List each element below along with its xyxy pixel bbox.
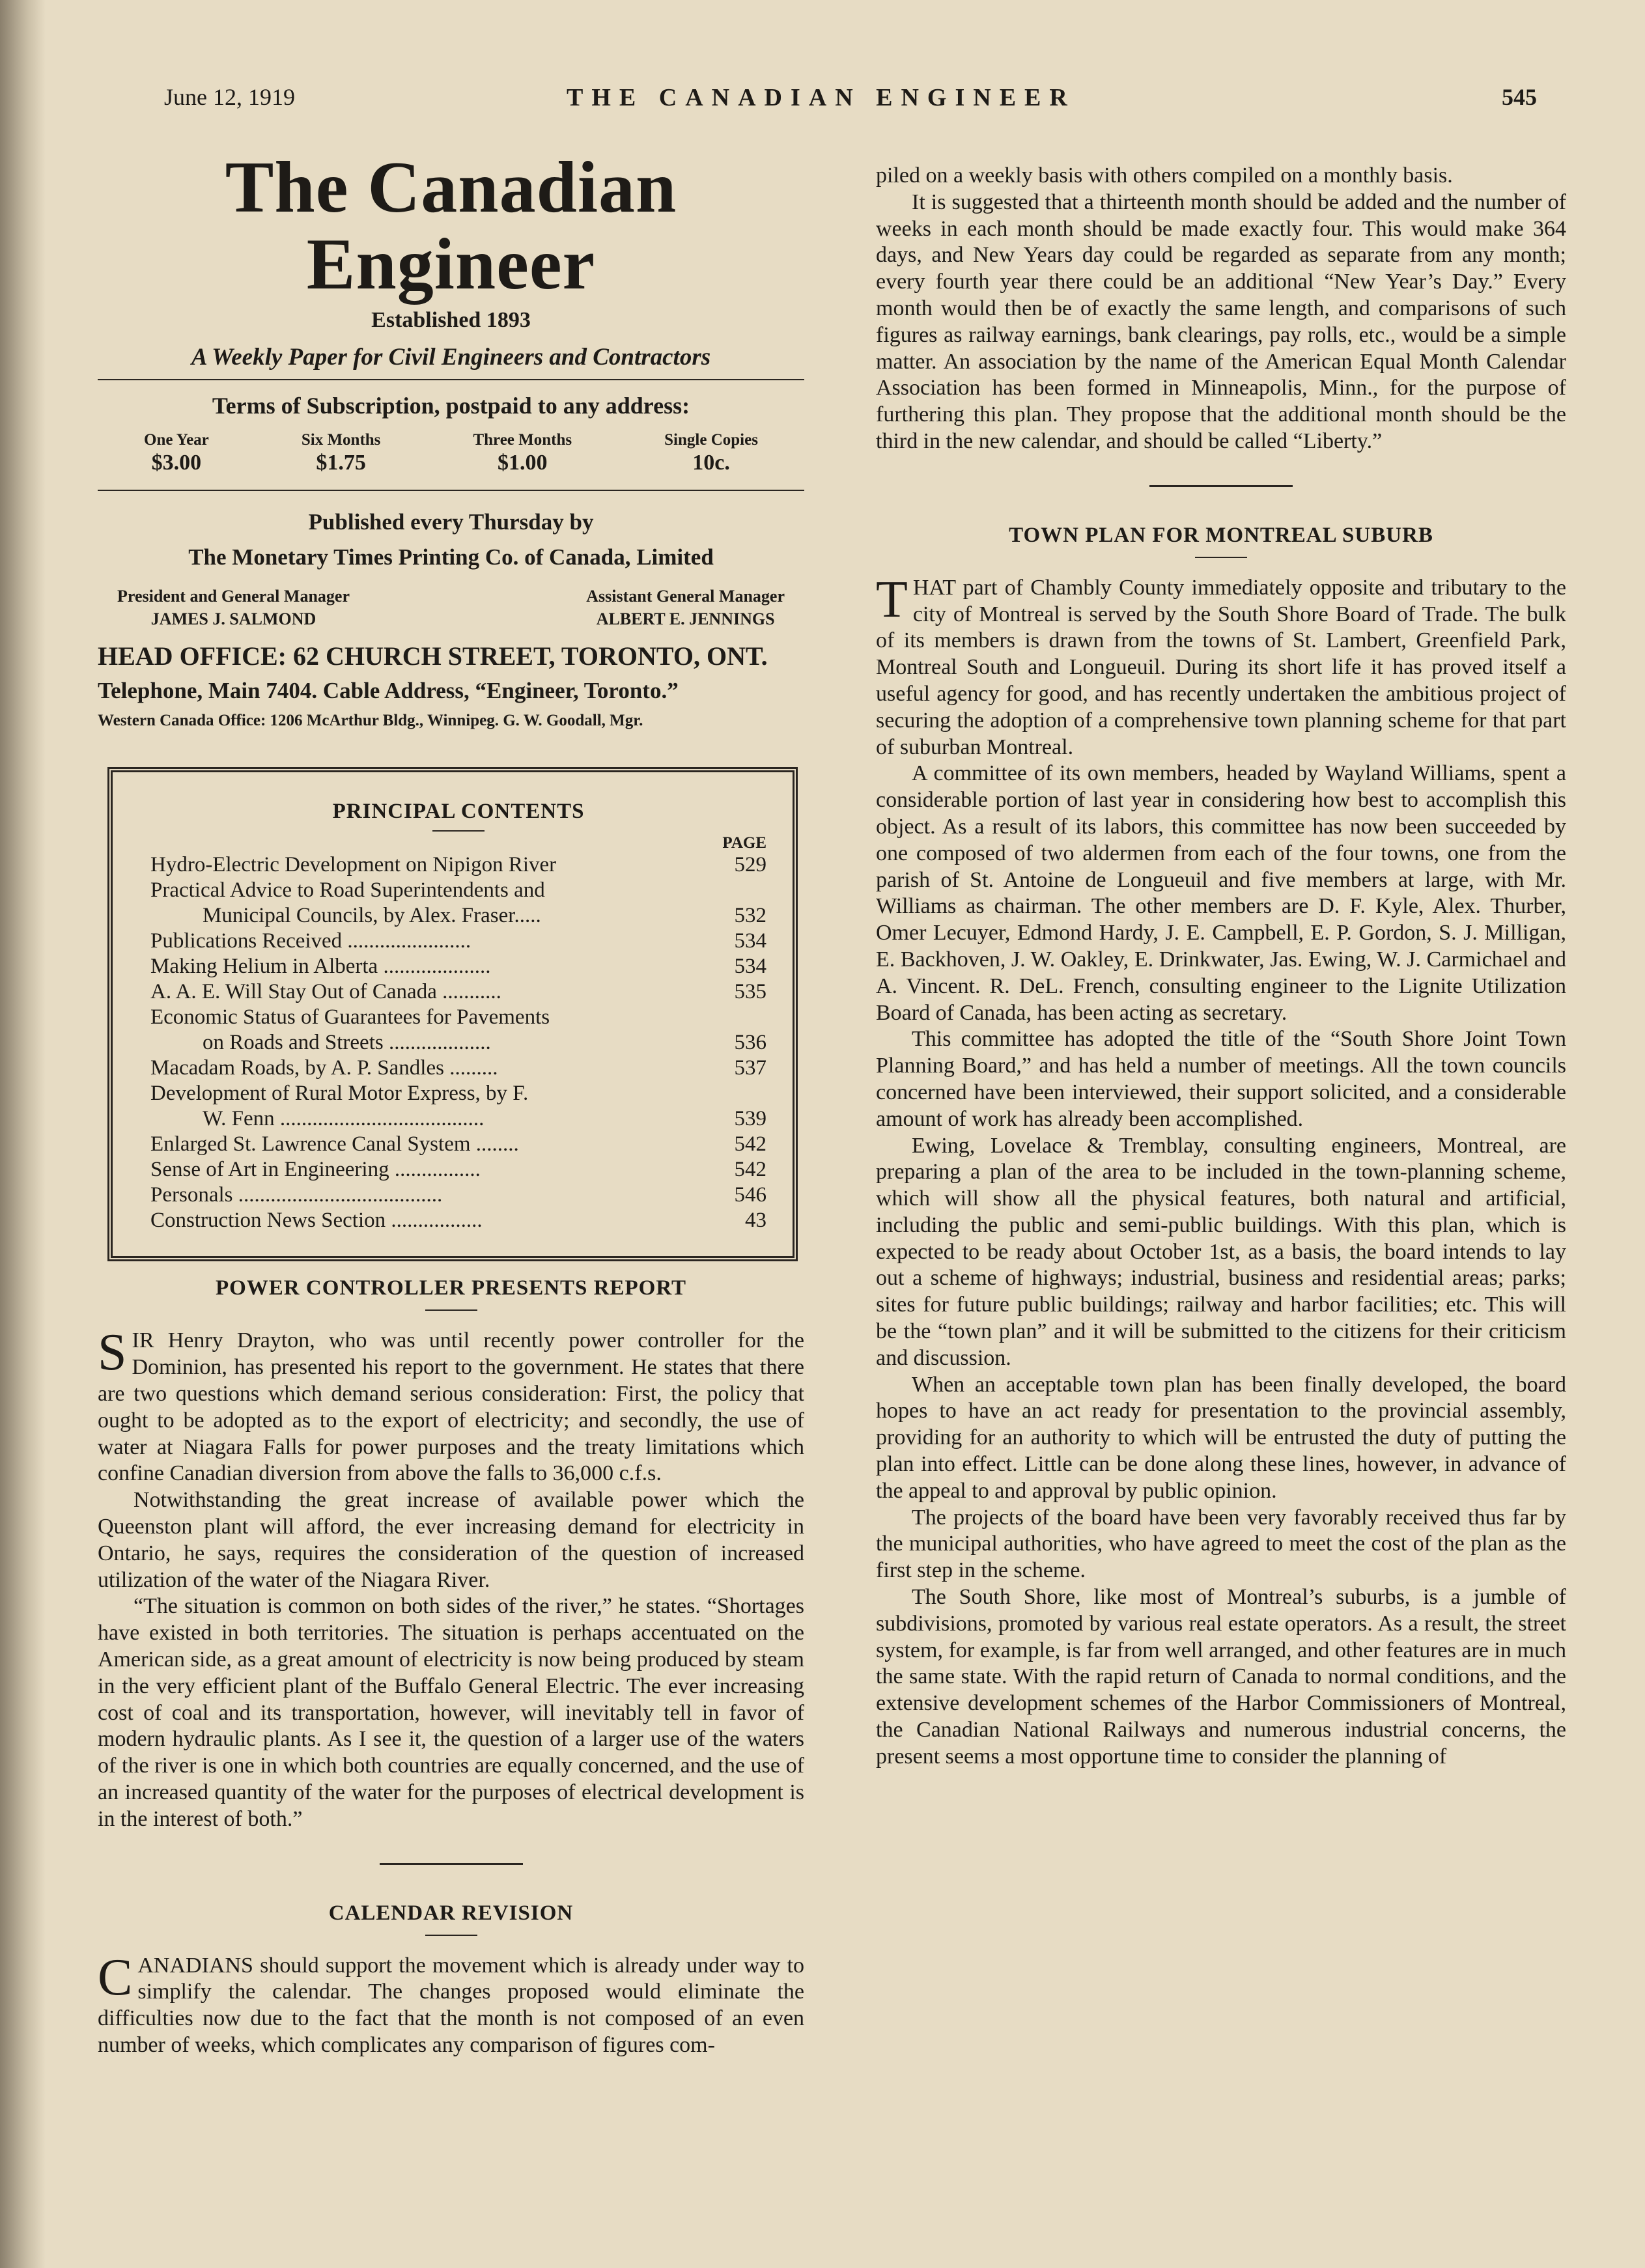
masthead-rule [98, 379, 804, 380]
price-label: Single Copies [664, 431, 758, 449]
contents-entry-page [721, 1081, 766, 1106]
paragraph-text: IR Henry Drayton, who was until recently power controller for the Dominion, has presented his report to the government. He states that there are two questions which demand serious consideration: First, the policy that ought to be adopted as to the export of electricity; and secondly, the use of water at Niagara Falls for power purposes and the treaty limitations which confine Canadian diversion from above the falls to 36,000 c.f.s. [98, 1328, 804, 1486]
officers [98, 585, 804, 630]
paragraph [876, 570, 1566, 761]
contents-page-header: PAGE [722, 834, 766, 852]
officer-role: Assistant General Manager [586, 587, 785, 606]
contents-entry-page: 529 [734, 853, 766, 877]
contents-entry-page: 546 [734, 1183, 766, 1207]
paragraph: This committee has adopted the title of the “South Shore Joint Town Planning Board,” and has held a number of meetings. All the town councils concerned have been interviewed, their support solicited, and a considerable amount of work has already been accomplished. [876, 1027, 1566, 1131]
contents-entry-title: Macadam Roads, by A. P. Sandles ......... [150, 1056, 498, 1080]
contents-entry-page [721, 1005, 766, 1030]
contents-entry [150, 1005, 766, 1030]
price-six-months [302, 431, 381, 475]
paragraph: The projects of the board have been very favorably received thus far by the municipal authorities, who have agreed to meet the cost of the plan as the first step in the scheme. [876, 1505, 1566, 1583]
price-one-year [144, 431, 209, 475]
contents-entry [150, 929, 766, 954]
contents-entry [150, 1030, 766, 1056]
page-number: 545 [1502, 84, 1537, 110]
paragraph: It is suggested that a thirteenth month should be added and the number of weeks in each month should be made exactly four. This would make 364 days, and New Years day could be regarded as separate from any month; every fourth year there could be an additional “New Year’s Day.” Every month would then be of exactly the same length, and comparisons of such figures as railway earnings, bank clearings, pay rolls, etc., would be a simple matter. An association by the name of the American Equal Month Calendar Association has been formed in Minneapolis, Minn., for the purpose of furthering this plan. They propose that the additional month should be the third in the new calendar, and should be called “Liberty.” [876, 189, 1566, 453]
subscription-terms: Terms of Subscription, postpaid to any address: [212, 393, 690, 419]
paragraph: “The situation is common on both sides of the river,” he states. “Shortages have existed in both territories. The situation is perhaps accentuated on the American side, as a great amount of electricity is now being produced by steam in the very efficient plant of the Buffalo General Electric. The ever increasing cost of coal and its transportation, however, will inevitably tell in favor of modern hydraulic plants. As I see it, the question of a larger use of the waters of the river is one in which both countries are equally concerned, and the use of an increased quantity of the water for the purposes of electrical development is in the interest of both.” [98, 1594, 804, 1831]
contents-entry-page: 535 [734, 980, 766, 1004]
paragraph: A committee of its own members, headed by Wayland Williams, spent a considerable portion of last year in considering how best to accomplish this object. As a result of its labors, this committee has now been succeeded by one composed of two aldermen from each of the four towns, one from the parish of St. Antoine de Longueuil and five members at large, with Mr. Williams as chairman. The other members are D. F. Kyle, Alex. Thurber, Omer Lecuyer, Edmond Hardy, J. E. Campbell, E. P. Gordon, S. J. Milligan, E. Backhoven, J. W. Oakley, E. Drinkwater, Jas. Ewing, W. J. Carmichael and A. Vincent. R. DeL. French, consulting engineer to the Lignite Utilization Board of Canada, has been acting as secretary. [876, 761, 1566, 1025]
calendar-article-body [98, 1948, 804, 2059]
right-column [876, 163, 1566, 1771]
contents-entry-title: on Roads and Streets ................... [203, 1030, 491, 1054]
price-value: $1.75 [316, 451, 366, 475]
price-label: Six Months [301, 431, 381, 449]
contents-entry [150, 852, 766, 878]
price-single-copies [664, 431, 758, 475]
contents-entry-title: Sense of Art in Engineering ................ [150, 1157, 481, 1181]
article-divider [1149, 485, 1293, 487]
calendar-article-continued [876, 163, 1566, 455]
contents-entry [150, 1106, 766, 1132]
paragraph: The South Shore, like most of Montreal’s suburbs, is a jumble of subdivisions, promoted by various real estate operators. As a result, the street system, for example, is far from well arranged, and other features are in much the same state. With the rapid return of Canada to normal conditions, and the extensive development schemes of the Harbor Commissioners of Montreal, the Canadian National Railways and numerous industrial concerns, the present seems a most opportune time to consider the planning of [876, 1585, 1566, 1769]
contents-entry [150, 1056, 766, 1081]
price-value: $3.00 [151, 451, 202, 475]
paragraph [98, 1948, 804, 2059]
contents-title: PRINCIPAL CONTENTS [332, 800, 585, 824]
western-office: Western Canada Office: 1206 McArthur Bldg., Winnipeg. G. W. Goodall, Mgr. [98, 712, 643, 730]
article-title: TOWN PLAN FOR MONTREAL SUBURB [1009, 523, 1433, 547]
contents-entry [150, 1081, 766, 1106]
drop-cap: T [876, 570, 908, 628]
issue-date: June 12, 1919 [164, 84, 295, 110]
contents-entry [150, 954, 766, 979]
paragraph: piled on a weekly basis with others compiled on a monthly basis. [876, 163, 1453, 188]
paragraph: When an acceptable town plan has been finally developed, the board hopes to have an act ready for presentation to the provincial assembly, providing for an authority to which will be entrusted the duty of putting the plan into effect. Little can be done along these lines, however, in advance of the appeal to and approval by public opinion. [876, 1372, 1566, 1503]
contents-entry-page: 534 [734, 929, 766, 953]
contents-entry-page: 542 [734, 1157, 766, 1181]
paragraph-text: ANADIANS should support the movement which is already under way to simplify the calendar. The changes proposed would eliminate the difficulties now due to the fact that the month is not composed of an even number of weeks, which complicates any comparison of figures com- [98, 1953, 804, 2057]
running-head [0, 83, 1645, 122]
price-label: One Year [144, 431, 209, 449]
contents-entry-page: 537 [734, 1056, 766, 1080]
contents-entry-page: 539 [734, 1106, 766, 1130]
contents-entry-page: 532 [734, 904, 766, 928]
contents-entry-page: 536 [734, 1030, 766, 1054]
contents-entry-page [721, 878, 766, 903]
contents-entry-title: Construction News Section ................. [150, 1208, 483, 1232]
contents-entry-title: Making Helium in Alberta .................... [150, 955, 491, 979]
contents-entry-title: W. Fenn ...................................... [203, 1106, 485, 1130]
contents-entry-title: Municipal Councils, by Alex. Fraser..... [203, 904, 541, 928]
officer-assistant [586, 585, 785, 630]
officer-role: President and General Manager [117, 587, 350, 606]
price-value: $1.00 [498, 451, 548, 475]
contents-rule [432, 830, 485, 832]
paragraph: Ewing, Lovelace & Tremblay, consulting engineers, Montreal, are preparing a plan of the area to be included in the town-planning scheme, which will show all the physical features, both natural and artificial, including the public and semi-public buildings. With this plan, which is expected to be ready about October 1st, as a basis, the board intends to lay out a scheme of highways; industrial, business and residential areas; parks; sites for future public buildings; railway and harbor facilities; etc. This will be the “town plan” and it will be submitted to the citizens for their criticism and discussion. [876, 1133, 1566, 1370]
paragraph: Notwithstanding the great increase of available power which the Queenston plant will afford, the ever increasing demand for electricity in Ontario, he says, requires the consideration of the question of increased utilization of the water of the Niagara River. [98, 1488, 804, 1592]
article-title: CALENDAR REVISION [328, 1901, 574, 1925]
contents-entry [150, 903, 766, 929]
published-line: Published every Thursday by [308, 509, 594, 535]
officer-president [117, 585, 350, 630]
contents-entry-page: 534 [734, 955, 766, 979]
contents-list [150, 852, 766, 1233]
contents-entry-title: Practical Advice to Road Superintendents and [150, 878, 545, 903]
contents-entry-title: Personals ...................................... [150, 1183, 443, 1207]
contents-entry-page: 43 [745, 1208, 766, 1232]
contents-entry [150, 1157, 766, 1183]
title-rule [425, 1935, 477, 1936]
paragraph [98, 1324, 804, 1487]
left-column [98, 147, 804, 2059]
contents-entry-title: A. A. E. Will Stay Out of Canada ........... [150, 980, 501, 1004]
subscription-prices [98, 431, 804, 475]
contents-entry [150, 1208, 766, 1233]
contents-entry-title: Publications Received ....................... [150, 929, 471, 953]
contents-entry [150, 1183, 766, 1208]
town-plan-article-body [876, 570, 1566, 1771]
paragraph-text: HAT part of Chambly County immediately opposite and tributary to the city of Montreal is served by the South Shore Board of Trade. The bulk of its members is drawn from the towns of St. Lambert, Greenfield Park, Montreal South and Longueuil. During its short life it has proved itself a useful agency for good, and has recently undertaken the ambitious project of securing the adoption of a comprehensive town planning scheme for that part of suburban Montreal. [876, 575, 1566, 759]
article-title: POWER CONTROLLER PRESENTS REPORT [215, 1276, 687, 1300]
price-three-months [473, 431, 572, 475]
tagline: A Weekly Paper for Civil Engineers and Contractors [191, 344, 711, 371]
head-office: HEAD OFFICE: 62 CHURCH STREET, TORONTO, ONT. [98, 641, 768, 671]
contents-entry [150, 878, 766, 903]
title-rule [1195, 557, 1247, 558]
principal-contents [111, 770, 794, 1258]
journal-running-title: THE CANADIAN ENGINEER [567, 84, 1076, 111]
contents-entry [150, 1132, 766, 1157]
contents-entry-page: 542 [734, 1132, 766, 1156]
publisher-name: The Monetary Times Printing Co. of Canada, Limited [188, 544, 714, 570]
established-line: Established 1893 [371, 308, 531, 333]
title-rule [425, 1309, 477, 1311]
article-divider [380, 1863, 523, 1865]
power-article-body [98, 1324, 804, 1832]
officer-name: JAMES J. SALMOND [150, 609, 316, 629]
contents-entry-title: Enlarged St. Lawrence Canal System ........ [150, 1132, 519, 1156]
contents-entry-title: Hydro-Electric Development on Nipigon River [150, 853, 557, 877]
drop-cap: S [98, 1324, 127, 1382]
officer-name: ALBERT E. JENNINGS [596, 609, 775, 629]
page-edge-shadow [0, 0, 46, 2268]
telephone-line: Telephone, Main 7404. Cable Address, “Engineer, Toronto.” [98, 678, 679, 704]
contents-entry [150, 979, 766, 1005]
price-value: 10c. [692, 451, 730, 475]
contents-entry-title: Development of Rural Motor Express, by F. [150, 1081, 529, 1105]
masthead [98, 147, 804, 730]
masthead-title: The Canadian Engineer [225, 147, 677, 305]
price-label: Three Months [473, 431, 572, 449]
masthead-rule [98, 490, 804, 491]
contents-entry-title: Economic Status of Guarantees for Pavements [150, 1005, 550, 1029]
drop-cap: C [98, 1948, 133, 2006]
